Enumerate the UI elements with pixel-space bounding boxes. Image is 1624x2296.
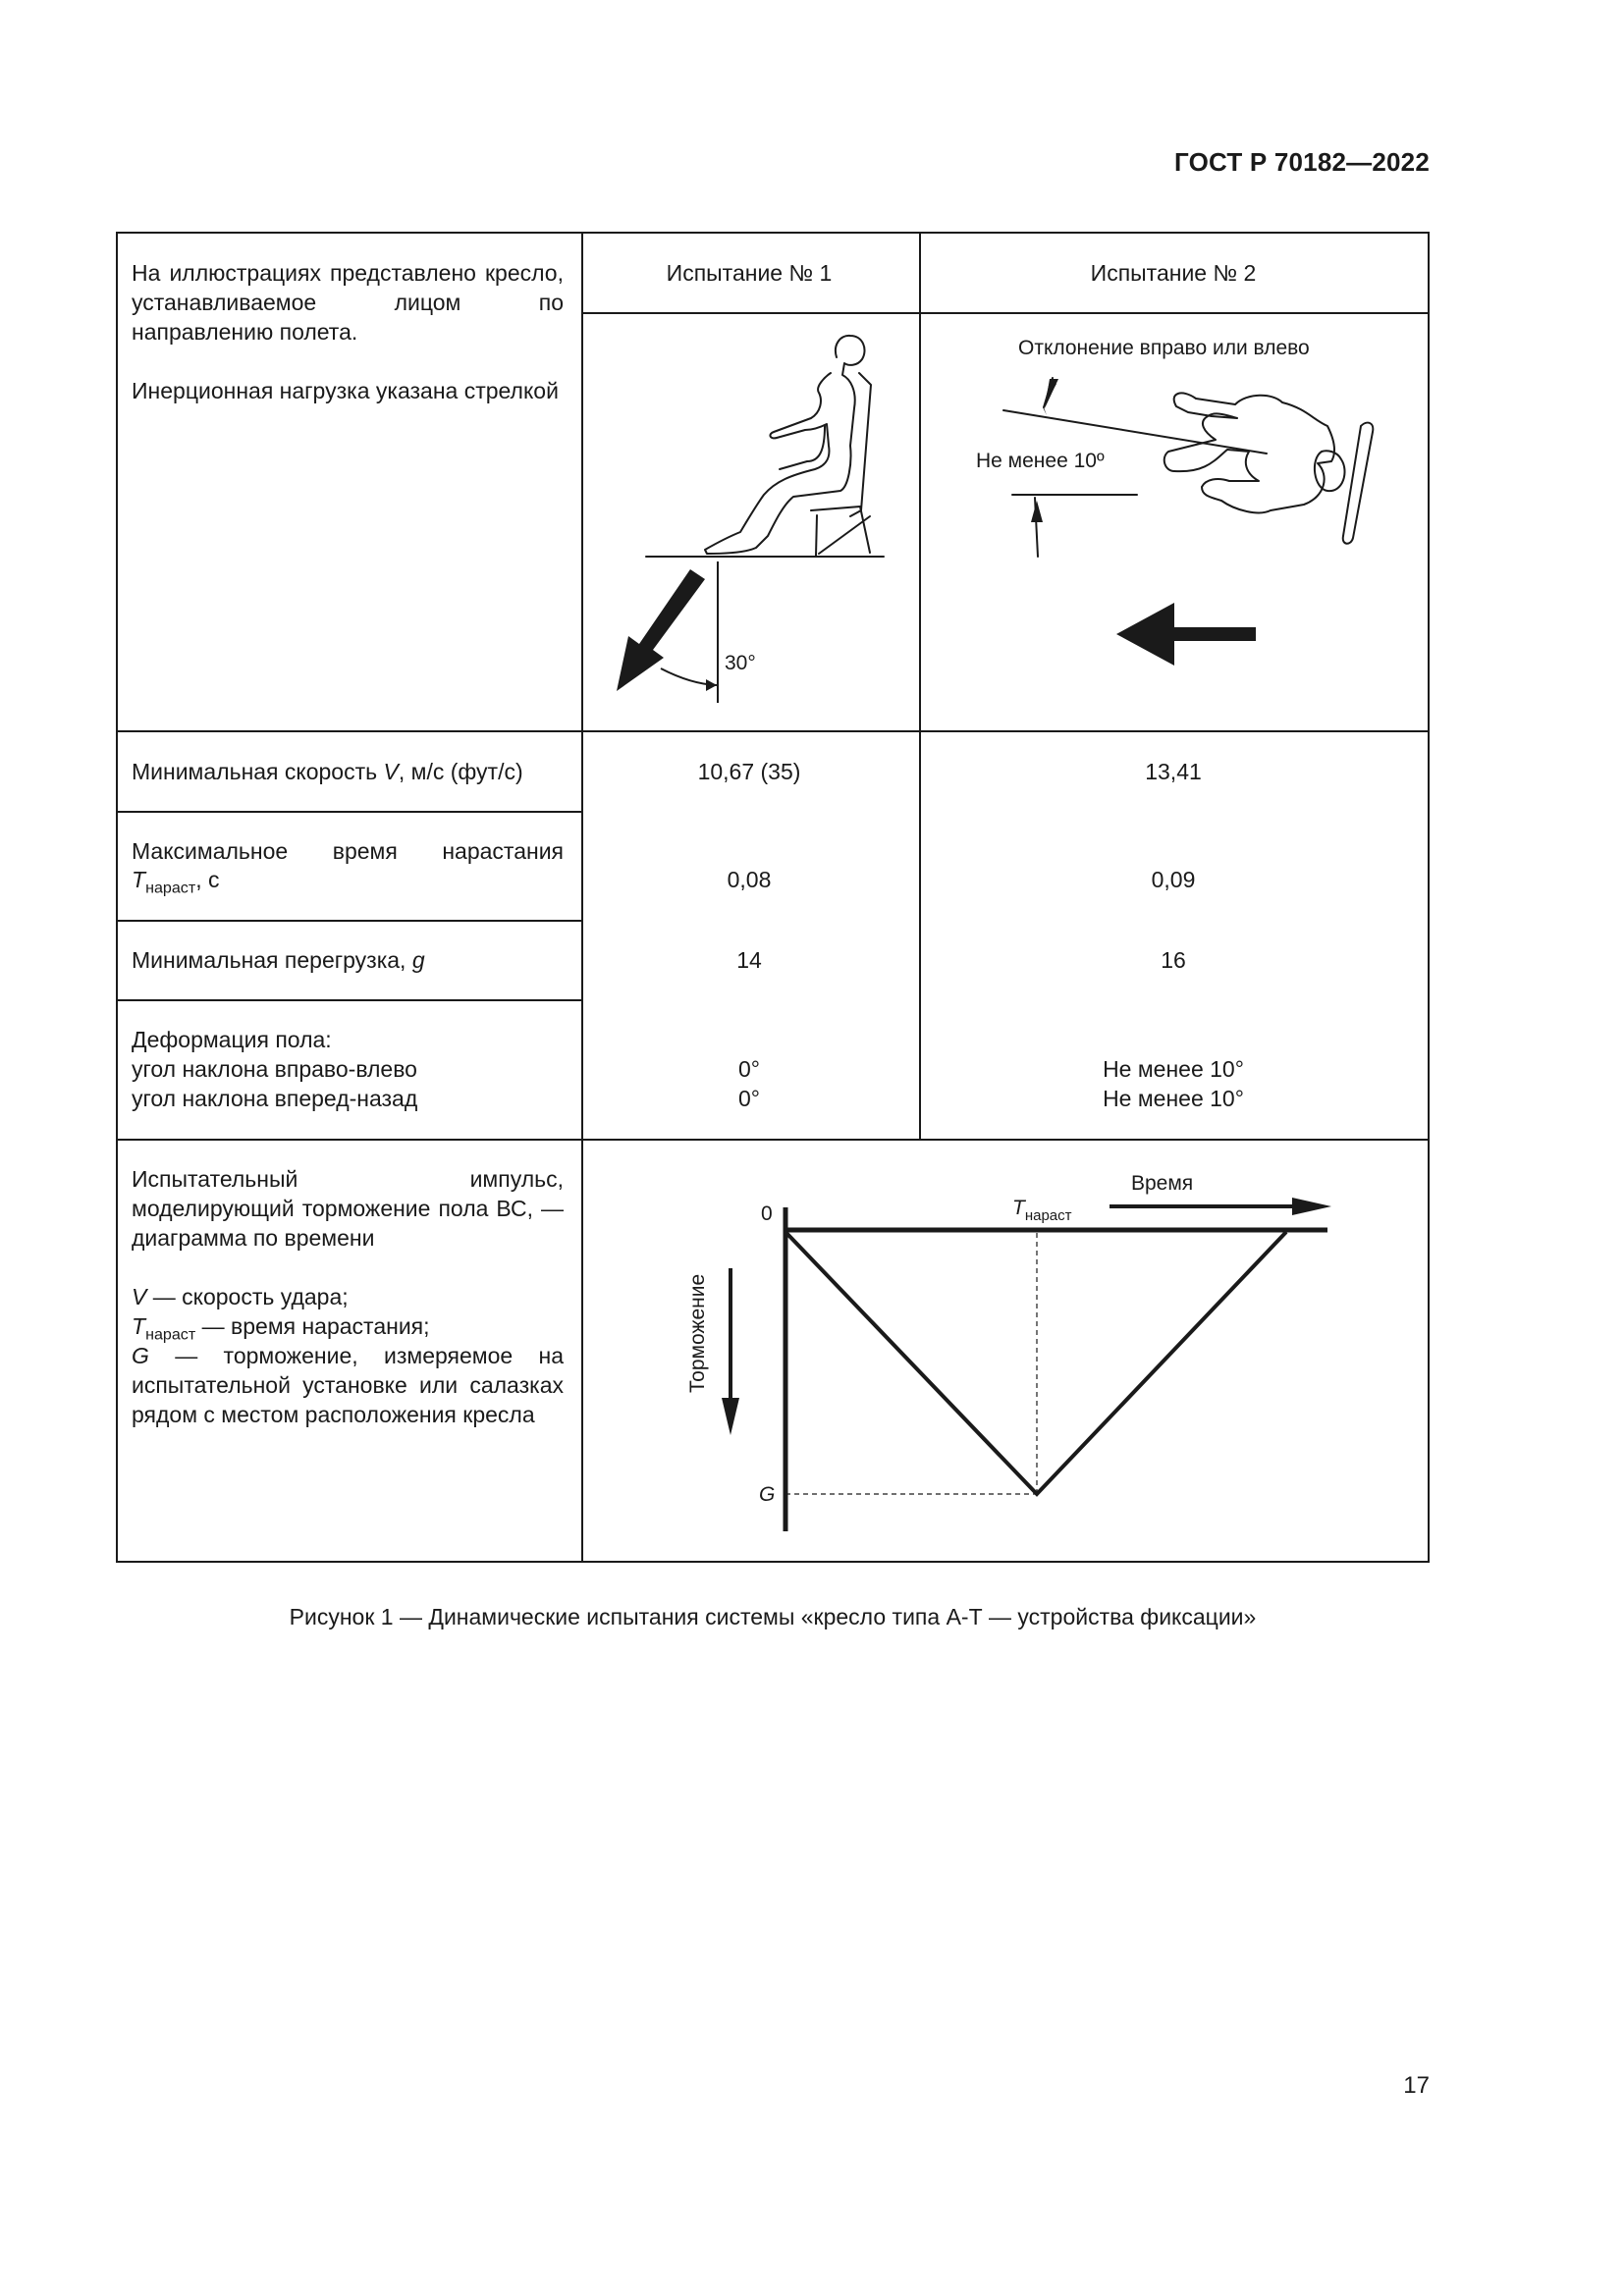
occupant-top-view (1164, 393, 1334, 512)
overload-test1-value: 14 (736, 947, 762, 973)
t-rise-label: $T_{нараст}$ (1012, 1197, 1072, 1224)
rise-time-label-unit: $T_{нараст}$, с (132, 867, 220, 897)
floor-roll-test2: Не менее 10° (1103, 1056, 1244, 1082)
pulse-description: Испытательный импульс, моделирующий торможение пола ВС, — диаграмма по времени (132, 1166, 564, 1251)
load-direction-arrow-left (1116, 603, 1256, 666)
floor-roll-test1: 0° (738, 1056, 760, 1082)
min-angle-label: Не менее 10º (976, 450, 1105, 472)
deviation-label: Отклонение вправо или влево (1018, 337, 1310, 359)
intro-text: На иллюстрациях представлено кресло, устанавливаемое лицом по направлению полета. (132, 260, 564, 345)
overload-label: Минимальная перегрузка, g (132, 947, 425, 973)
legend-g: G — торможение, измеряемое на испытательной установке или салазках рядом с местом расположения кресла (132, 1343, 564, 1427)
test2-header: Испытание № 2 (1090, 260, 1257, 286)
legend-t: $T_{нараст}$ — время нарастания; (132, 1313, 430, 1344)
seat-back-top (1343, 423, 1374, 544)
speed-test2-value: 13,41 (1145, 759, 1202, 784)
speed-row-divider (118, 811, 581, 813)
seated-person-arm (780, 426, 825, 469)
figure-row-divider (118, 730, 1428, 732)
document-standard-number: ГОСТ Р 70182—2022 (1174, 147, 1430, 177)
floor-deformation-title: Деформация пола: (132, 1027, 332, 1052)
rise-time-label: Максимальное время нарастания (132, 838, 564, 864)
speed-test1-value: 10,67 (35) (697, 759, 801, 784)
test2-figure (921, 314, 1428, 707)
rise-row-divider (118, 920, 581, 922)
speed-label: Минимальная скорость V, м/с (фут/с) (132, 759, 523, 784)
g-label: G (759, 1483, 776, 1506)
load-direction-arrow (617, 569, 705, 691)
floor-pitch-test2: Не менее 10° (1103, 1086, 1244, 1111)
figure-caption: Рисунок 1 — Динамические испытания системы «кресло типа А-Т — устройства фиксации» (289, 1604, 1257, 1629)
seated-person (705, 336, 865, 554)
seat-base (811, 507, 870, 556)
pulse-diagram (583, 1141, 1428, 1561)
page-number: 17 (1403, 2072, 1430, 2099)
legend-v: V — скорость удара; (132, 1284, 349, 1309)
floor-pitch-label: угол наклона вперед-назад (132, 1086, 418, 1111)
origin-label: 0 (761, 1202, 773, 1225)
test1-header: Испытание № 1 (666, 260, 833, 286)
pulse-triangle (785, 1232, 1286, 1494)
overload-test2-value: 16 (1161, 947, 1186, 973)
angle-label: 30° (725, 652, 756, 674)
deceleration-label: Торможение (686, 1273, 709, 1393)
test1-figure (583, 314, 917, 707)
time-label: Время (1131, 1172, 1194, 1195)
floor-pitch-test1: 0° (738, 1086, 760, 1111)
rise-time-test2-value: 0,09 (1151, 867, 1196, 892)
seat-back (850, 373, 871, 516)
rise-time-test1-value: 0,08 (727, 867, 772, 892)
overload-row-divider (118, 999, 581, 1001)
intro-load-text: Инерционная нагрузка указана стрелкой (132, 378, 559, 403)
floor-roll-label: угол наклона вправо-влево (132, 1056, 417, 1082)
